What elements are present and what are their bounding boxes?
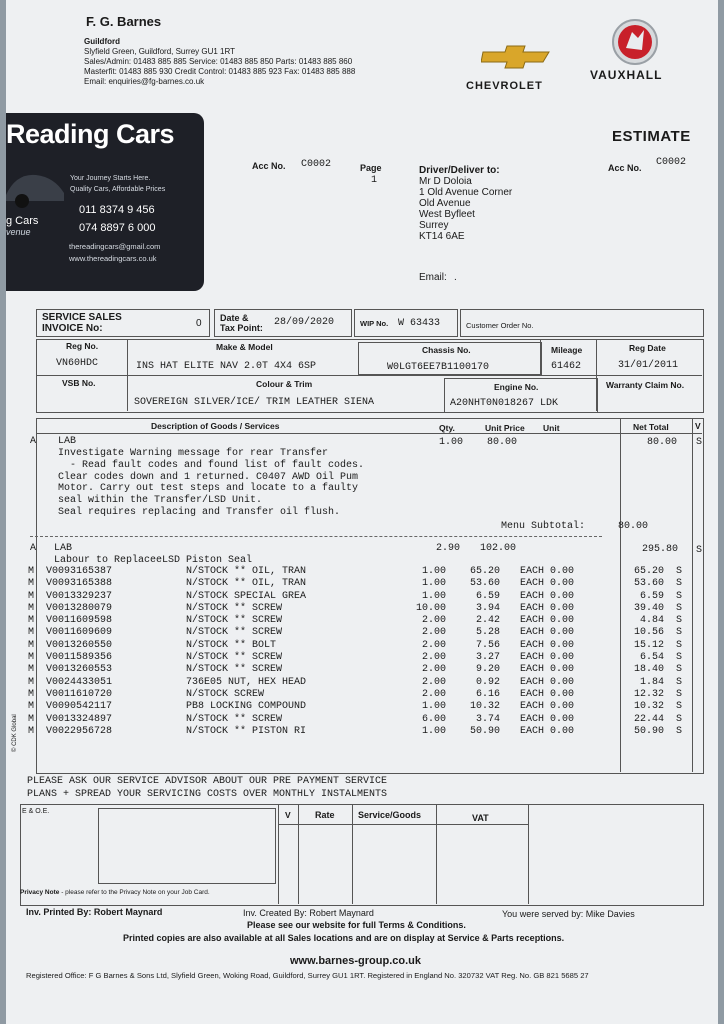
part-description: 736E05 NUT, HEX HEAD (186, 676, 307, 688)
part-vat: S (676, 688, 683, 700)
part-price: 53.60 (470, 578, 501, 590)
part-type: M (28, 713, 35, 725)
privacy-note (20, 889, 210, 896)
part-total: 6.59 (640, 590, 665, 602)
part-number: V0011609598 (46, 615, 113, 627)
vat-table-line (528, 804, 529, 904)
part-description: N/STOCK ** BOLT (186, 639, 277, 651)
part-number: V0013260553 (46, 664, 113, 676)
part-unit: EACH 0.00 (520, 688, 575, 700)
part-vat: S (676, 566, 683, 577)
part-type: M (28, 676, 35, 688)
part-qty: 2.00 (422, 688, 447, 700)
lab1-price: 80.00 (487, 437, 518, 448)
part-number: V0090542117 (46, 701, 113, 713)
chevrolet-bowtie-icon (481, 44, 551, 70)
part-qty: 1.00 (422, 701, 447, 713)
part-vat: S (676, 615, 683, 627)
part-number: V0011610720 (46, 688, 113, 700)
engine-label: Engine No. (494, 382, 539, 392)
part-unit: EACH 0.00 (520, 590, 575, 602)
part-type: M (28, 615, 35, 627)
parts-row (28, 652, 682, 664)
part-price: 3.94 (476, 602, 501, 614)
part-total: 50.90 (634, 725, 665, 737)
lab1-qty: 1.00 (439, 437, 464, 448)
company-address (84, 37, 355, 87)
lab2-qty: 2.90 (436, 543, 461, 554)
part-description: N/STOCK ** SCREW (186, 713, 283, 725)
part-qty: 1.00 (422, 578, 447, 590)
part-vat: S (676, 578, 683, 590)
parts-row (28, 615, 682, 627)
col-unit: Unit (543, 423, 560, 433)
reg-label: Reg No. (66, 341, 99, 351)
deliver-to (419, 165, 512, 242)
vehicle-grid-vline (127, 339, 128, 411)
part-qty: 6.00 (422, 713, 447, 725)
vat-table-line (278, 804, 279, 904)
part-vat: S (676, 725, 683, 737)
created-by: Inv. Created By: Robert Maynard (243, 908, 374, 918)
company-line: Masterfit: 01483 885 930 Credit Control: 01483 885 923 Fax: 01483 885 888 (84, 67, 356, 76)
parts-row (28, 714, 682, 726)
card-title: Reading Cars (6, 119, 175, 149)
part-type: M (28, 725, 35, 737)
part-type: M (28, 627, 35, 639)
date-label-2: Tax Point: (220, 323, 263, 333)
date-label-1: Date & (220, 313, 249, 323)
parts-row (28, 578, 682, 590)
part-unit: EACH 0.00 (520, 615, 575, 627)
served-by: You were served by: Mike Davies (502, 909, 635, 919)
part-number: V0013324897 (46, 713, 113, 725)
lab1-total: 80.00 (647, 437, 678, 448)
part-price: 0.92 (476, 676, 501, 688)
part-price: 2.42 (476, 615, 501, 627)
acc-value: C0002 (301, 159, 332, 170)
part-number: V0013260550 (46, 639, 113, 651)
card-left-text (6, 216, 38, 238)
website-terms-note: Please see our website for full Terms & Conditions. (247, 920, 466, 930)
part-vat: S (676, 590, 683, 602)
deliver-line: Old Avenue (419, 198, 471, 209)
invoice-label-1: SERVICE SALES (42, 312, 122, 323)
cdk-copyright: © CDK Global (12, 714, 18, 752)
business-card (6, 113, 204, 291)
part-type: M (28, 602, 35, 614)
part-qty: 10.00 (416, 602, 447, 614)
warranty-label: Warranty Claim No. (606, 380, 685, 390)
parts-row (28, 664, 682, 676)
part-total: 18.40 (634, 664, 665, 676)
email-label: Email: (419, 272, 447, 283)
company-line: Slyfield Green, Guildford, Surrey GU1 1RT (84, 47, 236, 56)
card-phone-2: 074 8897 6 000 (79, 222, 156, 234)
part-description: N/STOCK ** SCREW (186, 664, 283, 676)
acc-value-right: C0002 (656, 157, 687, 168)
parts-row (28, 603, 682, 615)
make-value: INS HAT ELITE NAV 2.0T 4X4 6SP (136, 361, 317, 372)
part-price: 65.20 (470, 566, 501, 577)
service-plan-notice: PLEASE ASK OUR SERVICE ADVISOR ABOUT OUR PRE PAYMENT SERVICE PLANS + SPREAD YOUR SERVICING COSTS OVER MONTHLY INSTALMENTS (27, 776, 388, 800)
lab1-name: LAB (58, 436, 77, 447)
part-qty: 1.00 (422, 566, 447, 577)
lab1-code: A (30, 436, 37, 447)
chevrolet-logo-text: CHEVROLET (466, 80, 543, 92)
part-type: M (28, 664, 35, 676)
lab2-vat: S (696, 545, 703, 556)
chassis-value: W0LGT6EE7B1100170 (387, 362, 490, 373)
col-net-total: Net Total (633, 422, 669, 432)
vehicle-grid-divider (36, 375, 702, 376)
reg-value: VN60HDC (56, 358, 99, 369)
card-phones (79, 201, 155, 237)
colour-value: SOVEREIGN SILVER/ICE/ TRIM LEATHER SIENA (134, 397, 375, 408)
part-total: 6.54 (640, 652, 665, 664)
card-website: www.thereadingcars.co.uk (69, 254, 157, 263)
customer-order-label: Customer Order No. (466, 321, 534, 330)
part-price: 7.56 (476, 639, 501, 651)
part-vat: S (676, 713, 683, 725)
card-left-1: g Cars (6, 215, 39, 227)
part-unit: EACH 0.00 (520, 713, 575, 725)
part-vat: S (676, 627, 683, 639)
acc-label: Acc No. (252, 161, 286, 171)
card-contact (69, 241, 160, 265)
card-tagline-1: Your Journey Starts Here. (70, 175, 151, 182)
part-total: 10.56 (634, 627, 665, 639)
wip-value: W 63433 (398, 318, 441, 329)
part-qty: 2.00 (422, 652, 447, 664)
part-total: 15.12 (634, 639, 665, 651)
signature-box (98, 808, 276, 884)
vat-col-service-goods: Service/Goods (358, 810, 422, 820)
vat-table-line (352, 804, 353, 904)
col-v: V (695, 421, 701, 431)
printed-by: Inv. Printed By: Robert Maynard (26, 907, 163, 917)
deliver-line: West Byfleet (419, 209, 475, 220)
regdate-label: Reg Date (629, 343, 666, 353)
part-price: 5.28 (476, 627, 501, 639)
parts-row (28, 689, 682, 701)
vat-col-vat: VAT (472, 813, 489, 823)
part-description: N/STOCK ** SCREW (186, 602, 283, 614)
part-unit: EACH 0.00 (520, 627, 575, 639)
part-unit: EACH 0.00 (520, 652, 575, 664)
regdate-value: 31/01/2011 (618, 360, 679, 371)
part-unit: EACH 0.00 (520, 664, 575, 676)
acc-label-right: Acc No. (608, 163, 642, 173)
car-silhouette-icon (6, 153, 66, 213)
parts-row (28, 566, 682, 578)
part-vat: S (676, 639, 683, 651)
part-type: M (28, 639, 35, 651)
part-description: N/STOCK ** OIL, TRAN (186, 578, 307, 590)
mileage-value: 61462 (551, 361, 582, 372)
menu-subtotal-divider (30, 536, 602, 537)
parts-table (28, 566, 682, 738)
vat-table-header-line (278, 824, 528, 825)
deliver-line: 1 Old Avenue Corner (419, 187, 513, 198)
parts-row (28, 640, 682, 652)
wip-label: WIP No. (360, 319, 389, 328)
privacy-note-text: - please refer to the Privacy Note on your Job Card. (59, 889, 210, 896)
part-type: M (28, 578, 35, 590)
mileage-label: Mileage (551, 345, 583, 355)
part-qty: 1.00 (422, 725, 447, 737)
part-qty: 2.00 (422, 639, 447, 651)
part-description: N/STOCK ** SCREW (186, 627, 283, 639)
part-price: 3.74 (476, 713, 501, 725)
make-label: Make & Model (216, 342, 273, 352)
part-description: N/STOCK SPECIAL GREA (186, 590, 307, 602)
part-qty: 1.00 (422, 590, 447, 602)
part-vat: S (676, 676, 683, 688)
vauxhall-logo-text: VAUXHALL (590, 68, 663, 82)
vsb-label: VSB No. (62, 378, 96, 388)
part-unit: EACH 0.00 (520, 566, 575, 577)
part-description: N/STOCK ** SCREW (186, 652, 283, 664)
part-number: V0011609609 (46, 627, 113, 639)
col-qty: Qty. (439, 423, 455, 433)
invoice-date: 28/09/2020 (274, 317, 335, 328)
lab2-price: 102.00 (480, 543, 517, 554)
part-total: 39.40 (634, 602, 665, 614)
part-description: N/STOCK SCREW (186, 688, 265, 700)
vat-col-v: V (285, 810, 291, 820)
part-description: PB8 LOCKING COMPOUND (186, 701, 307, 713)
part-price: 10.32 (470, 701, 501, 713)
part-total: 10.32 (634, 701, 665, 713)
lab2-description: Labour to ReplaceeLSD Piston Seal (54, 555, 253, 566)
part-number: V0093165388 (46, 578, 113, 590)
part-qty: 2.00 (422, 627, 447, 639)
part-number: V0013329237 (46, 590, 113, 602)
part-type: M (28, 590, 35, 602)
part-total: 4.84 (640, 615, 665, 627)
part-description: N/STOCK ** OIL, TRAN (186, 566, 307, 577)
part-price: 6.16 (476, 688, 501, 700)
lab1-description: Investigate Warning message for rear Transfer - Read fault codes and found list of fault codes. Clear codes down and 1 returned. C0407 AWD Oil Pum Motor. Carry out test steps and locate to a faulty seal within the Transfer/LSD Unit. Seal requires replacing and Transfer oil flush. (58, 448, 365, 518)
chassis-label: Chassis No. (422, 345, 471, 355)
group-website-link[interactable]: www.barnes-group.co.uk (290, 955, 421, 967)
part-unit: EACH 0.00 (520, 602, 575, 614)
part-unit: EACH 0.00 (520, 639, 575, 651)
goods-header-divider (36, 433, 702, 434)
email-value: . (454, 272, 457, 283)
estimate-document (6, 0, 718, 1024)
part-total: 1.84 (640, 676, 665, 688)
card-left-2: venue (6, 227, 31, 237)
company-name: F. G. Barnes (86, 14, 162, 29)
part-price: 9.20 (476, 664, 501, 676)
vat-col-rate: Rate (315, 810, 335, 820)
part-qty: 2.00 (422, 615, 447, 627)
part-type: M (28, 701, 35, 713)
card-tagline (70, 173, 165, 195)
card-phone-1: 011 8374 9 456 (79, 204, 155, 216)
lab2-total: 295.80 (642, 544, 679, 555)
eoe-text: E & O.E. (22, 808, 50, 815)
part-number: V0024433051 (46, 676, 113, 688)
page-value: 1 (371, 175, 378, 186)
part-number: V0093165387 (46, 566, 113, 577)
part-qty: 2.00 (422, 664, 447, 676)
part-type: M (28, 566, 35, 577)
colour-label: Colour & Trim (256, 379, 313, 389)
parts-row (28, 726, 682, 738)
part-total: 22.44 (634, 713, 665, 725)
part-total: 65.20 (634, 566, 665, 577)
part-total: 53.60 (634, 578, 665, 590)
part-unit: EACH 0.00 (520, 578, 575, 590)
company-line: Email: enquiries@fg-barnes.co.uk (84, 77, 205, 86)
lab2-name: LAB (54, 543, 73, 554)
lab2-code: A (30, 543, 37, 554)
part-qty: 2.00 (422, 676, 447, 688)
invoice-number: 0 (196, 318, 202, 329)
part-vat: S (676, 652, 683, 664)
deliver-line: Surrey (419, 220, 449, 231)
parts-row (28, 591, 682, 603)
part-vat: S (676, 602, 683, 614)
deliver-line: KT14 6AE (419, 231, 465, 242)
registered-office: Registered Office: F G Barnes & Sons Ltd, Slyfield Green, Woking Road, Guildford, Surrey GU1 1RT. Registered in England No. 320732 VAT Reg. No. GB 821 5685 27 (26, 971, 589, 980)
menu-subtotal-label: Menu Subtotal: (501, 521, 586, 532)
part-type: M (28, 652, 35, 664)
part-total: 12.32 (634, 688, 665, 700)
part-number: V0011589356 (46, 652, 113, 664)
col-unit-price: Unit Price (485, 423, 525, 433)
part-unit: EACH 0.00 (520, 725, 575, 737)
parts-row (28, 627, 682, 639)
part-number: V0022956728 (46, 725, 113, 737)
privacy-note-bold: Privacy Note (20, 889, 60, 896)
part-type: M (28, 688, 35, 700)
vauxhall-griffin-icon (608, 18, 662, 66)
engine-value: A20NHT0N018267 LDK (450, 398, 559, 409)
part-unit: EACH 0.00 (520, 676, 575, 688)
vat-column-line (692, 418, 693, 772)
parts-row (28, 701, 682, 713)
card-email: thereadingcars@gmail.com (69, 242, 161, 251)
lab1-vat: S (696, 437, 703, 448)
part-number: V0013280079 (46, 602, 113, 614)
printed-copies-note: Printed copies are also available at all Sales locations and are on display at Service & Parts receptions. (123, 933, 565, 943)
page-label: Page (360, 163, 382, 173)
part-description: N/STOCK ** PISTON RI (186, 725, 307, 737)
part-vat: S (676, 664, 683, 676)
company-line: Guildford (84, 37, 120, 46)
company-line: Sales/Admin: 01483 885 885 Service: 01483 885 850 Parts: 01483 885 860 (84, 57, 353, 66)
part-unit: EACH 0.00 (520, 701, 575, 713)
part-price: 50.90 (470, 725, 501, 737)
document-type: ESTIMATE (612, 128, 691, 145)
part-vat: S (676, 701, 683, 713)
vat-table-line (436, 804, 437, 904)
parts-row (28, 677, 682, 689)
part-price: 6.59 (476, 590, 501, 602)
card-tagline-2: Quality Cars, Affordable Prices (70, 186, 166, 193)
invoice-label-2: INVOICE No: (42, 323, 103, 334)
deliver-label: Driver/Deliver to: (419, 165, 500, 176)
deliver-line: Mr D Doloia (419, 176, 472, 187)
vat-table-line (298, 804, 299, 904)
menu-subtotal-value: 80.00 (618, 521, 649, 532)
part-description: N/STOCK ** SCREW (186, 615, 283, 627)
col-description: Description of Goods / Services (151, 421, 280, 431)
part-price: 3.27 (476, 652, 501, 664)
